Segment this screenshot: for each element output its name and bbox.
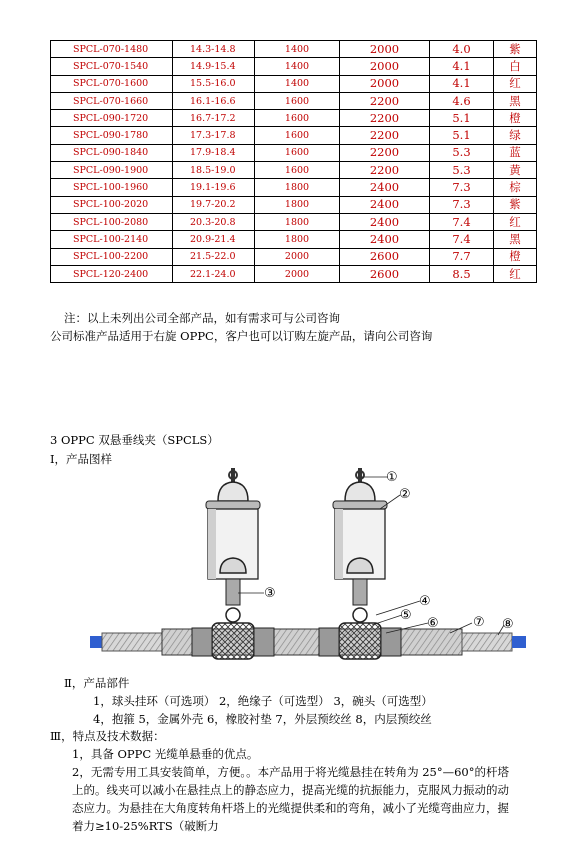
table-row [51, 92, 537, 109]
subheading-product-drawing: Ⅰ，产品图样 [50, 452, 113, 466]
table-row [51, 179, 537, 196]
color-cell: 紫 [494, 196, 537, 213]
subheading-features: Ⅲ，特点及技术数据： [50, 729, 165, 743]
table-row [51, 265, 537, 282]
model-cell: SPCL-070-1540 [51, 58, 173, 75]
callout-7: ⑦ [473, 615, 485, 630]
value-a-cell: 1600 [255, 127, 340, 144]
cable-end-left [90, 636, 102, 648]
table-row [51, 248, 537, 265]
value-a-cell: 1800 [255, 196, 340, 213]
note-line-1: 注：以上未列出公司全部产品，如有需求可与公司咨询 [64, 311, 340, 325]
value-c-cell: 4.1 [430, 58, 494, 75]
value-c-cell: 4.0 [430, 41, 494, 58]
diameter-range-cell: 18.5-19.0 [173, 162, 255, 179]
color-cell: 棕 [494, 179, 537, 196]
model-cell: SPCL-100-2080 [51, 213, 173, 230]
value-b-cell: 2000 [340, 58, 430, 75]
parts-line-1: 1，球头挂环（可选项） 2，绝缘子（可选型） 3，碗头（可选型） [93, 694, 433, 708]
table-row [51, 231, 537, 248]
value-b-cell: 2200 [340, 92, 430, 109]
diameter-range-cell: 16.7-17.2 [173, 110, 255, 127]
value-b-cell: 2400 [340, 179, 430, 196]
clamp-bolt-right [353, 608, 367, 622]
table-row [51, 75, 537, 92]
parts-line-2: 4，抱箍 5，金属外壳 6，橡胶衬垫 7，外层预绞丝 8，内层预绞丝 [93, 712, 432, 726]
clamp-bolt-left [226, 608, 240, 622]
color-cell: 蓝 [494, 144, 537, 161]
value-a-cell: 1400 [255, 41, 340, 58]
socket-stem-right [353, 579, 367, 605]
diameter-range-cell: 21.5-22.0 [173, 248, 255, 265]
value-b-cell: 2400 [340, 231, 430, 248]
value-b-cell: 2400 [340, 196, 430, 213]
table-row [51, 127, 537, 144]
value-c-cell: 5.1 [430, 110, 494, 127]
table-row [51, 144, 537, 161]
diameter-range-cell: 14.9-15.4 [173, 58, 255, 75]
cable-assembly [90, 629, 526, 655]
feature-2-line-1: 2，无需专用工具安装简单，方便。。本产品用于将光缆悬挂在转角为 25°—60°的杆塔 [72, 765, 509, 779]
callout-labels [264, 470, 514, 632]
table-row [51, 110, 537, 127]
value-a-cell: 1800 [255, 213, 340, 230]
value-a-cell: 1600 [255, 92, 340, 109]
value-c-cell: 5.3 [430, 162, 494, 179]
color-cell: 紫 [494, 41, 537, 58]
color-cell: 红 [494, 213, 537, 230]
model-cell: SPCL-070-1480 [51, 41, 173, 58]
value-a-cell: 1400 [255, 75, 340, 92]
diameter-range-cell: 20.3-20.8 [173, 213, 255, 230]
diameter-range-cell: 19.1-19.6 [173, 179, 255, 196]
cable-end-right [512, 636, 526, 648]
value-b-cell: 2600 [340, 248, 430, 265]
diameter-range-cell: 17.9-18.4 [173, 144, 255, 161]
value-b-cell: 2200 [340, 162, 430, 179]
value-c-cell: 7.7 [430, 248, 494, 265]
callout-4: ④ [419, 594, 431, 609]
clamp-housing-right [339, 623, 381, 659]
clamp-housing-left [212, 623, 254, 659]
callout-5: ⑤ [400, 608, 412, 623]
model-cell: SPCL-120-2400 [51, 265, 173, 282]
table-row [51, 196, 537, 213]
model-cell: SPCL-070-1660 [51, 92, 173, 109]
value-b-cell: 2000 [340, 41, 430, 58]
value-a-cell: 1600 [255, 162, 340, 179]
value-a-cell: 1800 [255, 231, 340, 248]
color-cell: 橙 [494, 110, 537, 127]
model-cell: SPCL-090-1840 [51, 144, 173, 161]
value-b-cell: 2000 [340, 75, 430, 92]
value-b-cell: 2200 [340, 110, 430, 127]
color-cell: 绿 [494, 127, 537, 144]
value-b-cell: 2400 [340, 213, 430, 230]
insulator-cap-right [345, 482, 375, 501]
spec-table [50, 40, 537, 283]
callout-6: ⑥ [427, 616, 439, 631]
model-cell: SPCL-100-2200 [51, 248, 173, 265]
value-a-cell: 1600 [255, 110, 340, 127]
table-row [51, 213, 537, 230]
model-cell: SPCL-100-2140 [51, 231, 173, 248]
value-c-cell: 5.3 [430, 144, 494, 161]
table-row [51, 58, 537, 75]
diameter-range-cell: 14.3-14.8 [173, 41, 255, 58]
value-c-cell: 7.3 [430, 196, 494, 213]
spec-table-body [51, 41, 537, 283]
feature-2-line-3: 态应力。为悬挂在大角度转角杆塔上的光缆提供柔和的弯角，减小了光缆弯曲应力，握 [72, 801, 509, 815]
diameter-range-cell: 16.1-16.6 [173, 92, 255, 109]
value-c-cell: 5.1 [430, 127, 494, 144]
value-c-cell: 7.3 [430, 179, 494, 196]
model-cell: SPCL-100-1960 [51, 179, 173, 196]
feature-2-line-2: 上的。线夹可以减小在悬挂点上的静态应力，提高光缆的抗振能力，克服风力振动的动 [72, 783, 509, 797]
diameter-range-cell: 20.9-21.4 [173, 231, 255, 248]
suspension-unit-right [319, 468, 401, 659]
color-cell: 红 [494, 265, 537, 282]
model-cell: SPCL-090-1900 [51, 162, 173, 179]
value-c-cell: 8.5 [430, 265, 494, 282]
feature-1: 1，具备 OPPC 光缆单悬垂的优点。 [72, 747, 259, 761]
callout-2: ② [399, 487, 411, 502]
model-cell: SPCL-090-1780 [51, 127, 173, 144]
callout-3: ③ [264, 586, 276, 601]
value-a-cell: 1800 [255, 179, 340, 196]
value-c-cell: 7.4 [430, 231, 494, 248]
color-cell: 黑 [494, 231, 537, 248]
color-cell: 红 [494, 75, 537, 92]
color-cell: 黄 [494, 162, 537, 179]
subheading-parts: Ⅱ，产品部件 [64, 676, 130, 690]
color-cell: 白 [494, 58, 537, 75]
diameter-range-cell: 22.1-24.0 [173, 265, 255, 282]
diameter-range-cell: 19.7-20.2 [173, 196, 255, 213]
value-c-cell: 7.4 [430, 213, 494, 230]
value-a-cell: 2000 [255, 248, 340, 265]
callout-8: ⑧ [502, 617, 514, 632]
model-cell: SPCL-070-1600 [51, 75, 173, 92]
value-c-cell: 4.6 [430, 92, 494, 109]
note-line-2: 公司标准产品适用于右旋 OPPC，客户也可以订购左旋产品，请向公司咨询 [50, 329, 433, 343]
color-cell: 橙 [494, 248, 537, 265]
value-a-cell: 1600 [255, 144, 340, 161]
table-row [51, 162, 537, 179]
model-cell: SPCL-100-2020 [51, 196, 173, 213]
callout-1: ① [386, 470, 398, 485]
color-cell: 黑 [494, 92, 537, 109]
value-b-cell: 2200 [340, 144, 430, 161]
table-row [51, 41, 537, 58]
value-a-cell: 2000 [255, 265, 340, 282]
diameter-range-cell: 15.5-16.0 [173, 75, 255, 92]
suspension-unit-left [192, 468, 274, 659]
feature-2-line-4: 着力≥10-25%RTS（破断力 [72, 819, 219, 833]
value-b-cell: 2200 [340, 127, 430, 144]
clamp-diagram [90, 465, 530, 665]
value-a-cell: 1400 [255, 58, 340, 75]
socket-stem-left [226, 579, 240, 605]
diameter-range-cell: 17.3-17.8 [173, 127, 255, 144]
model-cell: SPCL-090-1720 [51, 110, 173, 127]
insulator-cap-left [218, 482, 248, 501]
value-b-cell: 2600 [340, 265, 430, 282]
section-title: 3 OPPC 双悬垂线夹（SPCLS） [50, 433, 219, 447]
value-c-cell: 4.1 [430, 75, 494, 92]
